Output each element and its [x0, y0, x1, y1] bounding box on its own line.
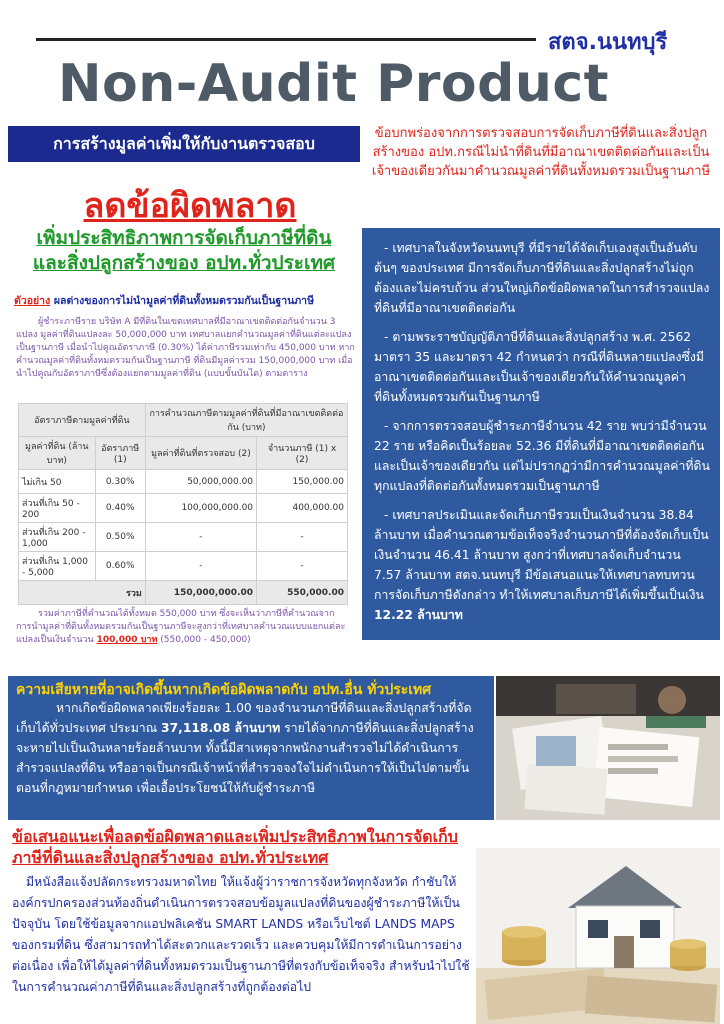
table-cell-tax: -: [257, 523, 348, 552]
table-cell-tax: -: [257, 552, 348, 581]
findings-panel: [362, 228, 720, 640]
organization-name: สตจ.นนทบุรี: [548, 30, 668, 55]
panel-paragraph-4-text: - เทศบาลประเมินและจัดเก็บภาษีรวมเป็นเงินจำนวน 38.84 ล้านบาท เมื่อคำนวณตามข้อเท็จจริงจำนวนภาษีที่ต้องจัดเก็บเป็นเงินจำนวน 46.41 ล้านบาท สูงกว่าที่เทศบาลจัดเก็บจำนวน 7.57 ล้านบาท สตจ.นนทบุรี มีข้อเสนอแนะให้เทศบาลทบทวนการจัดเก็บภาษีดังกล่าว ทำให้เทศบาลเก็บภาษีได้เพิ่มขึ้นเป็นเงิน: [374, 508, 709, 602]
example-heading: ผลต่างของการไม่นำมูลค่าที่ดินทั้งหมดรวมกันเป็นฐานภาษี: [53, 295, 315, 307]
table-cell-value: ส่วนที่เกิน 200 - 1,000: [19, 523, 96, 552]
table-total-label: รวม: [19, 581, 146, 605]
loss-text: [16, 698, 486, 798]
table-cell-tax: 150,000.00: [257, 470, 348, 494]
table-group-header-left: อัตราภาษีตามมูลค่าที่ดิน: [19, 404, 146, 437]
table-cell-value: ไม่เกิน 50: [19, 470, 96, 494]
header-rule: [36, 38, 536, 41]
subheadline: [14, 226, 354, 276]
table-col-rate: อัตราภาษี (1): [95, 437, 145, 470]
table-row: [19, 552, 348, 581]
table-row: [19, 470, 348, 494]
panel-paragraph-4-amount: 12.22 ล้านบาท: [374, 608, 463, 622]
table-row: [19, 494, 348, 523]
table-cell-rate: 0.60%: [95, 552, 145, 581]
panel-paragraph-2: - ตามพระราชบัญญัติภาษีที่ดินและสิ่งปลูกสร้าง พ.ศ. 2562 มาตรา 35 และมาตรา 42 กำหนดว่า กรณีที่ดินหลายแปลงซึ่งมีอาณาเขตติดต่อกันและเป็นเจ้าของเดียวกันให้คำนวณมูลค่าที่ดินทั้งหมดรวมกันเป็นฐานภาษี: [374, 330, 705, 404]
house-money-photo: [476, 848, 720, 1024]
example-label: ตัวอย่าง: [14, 295, 51, 307]
loss-text-1: หากเกิดข้อผิดพลาดเพียงร้อยละ 1.00 ของจำนวนภาษีที่ดินและสิ่งปลูกสร้างที่จัดเก็บได้ทั่วประเทศ ประมาณ: [16, 701, 472, 735]
table-cell-base: 50,000,000.00: [145, 470, 256, 494]
table-col-tax: จำนวนภาษี (1) x (2): [257, 437, 348, 470]
subheadline-line-1: เพิ่มประสิทธิภาพการจัดเก็บภาษีที่ดิน: [36, 227, 332, 249]
finding-note: ข้อบกพร่องจากการตรวจสอบการจัดเก็บภาษีที่ดินและสิ่งปลูกสร้างของ อปท.กรณีไม่นำที่ดินที่มีอาณาเขตติดต่อกันและเป็นเจ้าของเดียวกันมาคำนวณมูลค่าที่ดินทั้งหมดรวมเป็นฐานภาษี: [371, 126, 711, 179]
panel-paragraph-4: [374, 505, 710, 625]
table-col-value: มูลค่าที่ดิน (ล้านบาท): [19, 437, 96, 470]
table-cell-rate: 0.40%: [95, 494, 145, 523]
headline: ลดข้อผิดพลาด: [83, 186, 297, 226]
recommendation-heading: ข้อเสนอแนะเพื่อลดข้อผิดพลาดและเพิ่มประสิทธิภาพในการจัดเก็บภาษีที่ดินและสิ่งปลูกสร้างของ อปท.ทั่วประเทศ: [12, 827, 458, 867]
loss-amount: 37,118.08 ล้านบาท: [161, 721, 281, 735]
table-cell-base: 100,000,000.00: [145, 494, 256, 523]
panel-paragraph-3: - จากการตรวจสอบผู้ชำระภาษีจำนวน 42 ราย พบว่ามีจำนวน 22 ราย หรือคิดเป็นร้อยละ 52.36 มีที่ดินที่มีอาณาเขตติดต่อกันและเป็นเจ้าของเดียวกัน แต่ไม่ปรากฏว่ามีการคำนวณมูลค่าที่ดินทุกแปลงที่ติดต่อกันทั้งหมดรวมเป็นฐานภาษี: [374, 419, 710, 493]
table-cell-value: ส่วนที่เกิน 1,000 - 5,000: [19, 552, 96, 581]
page-title: Non-Audit Product: [58, 54, 610, 114]
summary-text-1: รวมค่าภาษีที่คำนวณได้ทั้งหมด 550,000 บาท ซึ่งจะเห็นว่าภาษีที่คำนวณจากการนำมูลค่าที่ดินทั้งหมดรวมกันเป็นฐานภาษีจะสูงกว่าที่เทศบาลคำนวณแบบแยกแต่ละแปลงเป็นเงินจำนวน: [16, 609, 346, 645]
loss-text-2: รายได้จากภาษีที่ดินและสิ่งปลูกสร้างจะหายไปเป็นเงินหลายร้อยล้านบาท ทั้งนี้มีสาเหตุจากพนักงานสำรวจไม่ได้ดำเนินการสำรวจแปลงที่ดิน หรืออาจเป็นกรณีเจ้าหน้าที่สำรวจจงใจไม่ดำเนินการให้เป็นไปตามขั้นตอนที่กฎหมายกำหนด เพื่อเอื้อประโยชน์ให้กับผู้ชำระภาษี: [16, 721, 474, 795]
table-cell-base: -: [145, 552, 256, 581]
subheadline-line-2: และสิ่งปลูกสร้างของ อปท.ทั่วประเทศ: [32, 252, 336, 274]
table-col-base: มูลค่าที่ดินที่ตรวจสอบ (2): [145, 437, 256, 470]
example-title: [14, 292, 354, 309]
table-cell-rate: 0.30%: [95, 470, 145, 494]
table-row: [19, 523, 348, 552]
table-total-base: 150,000,000.00: [145, 581, 256, 605]
tax-rate-table: [18, 403, 348, 605]
table-cell-value: ส่วนที่เกิน 50 - 200: [19, 494, 96, 523]
panel-paragraph-1: - เทศบาลในจังหวัดนนทบุรี ที่มีรายได้จัดเก็บเองสูงเป็นอันดับ ต้นๆ ของประเทศ มีการจัดเก็บภาษีที่ดินและสิ่งปลูกสร้างไม่ถูกต้องและไม่ครบถ้วน ส่วนใหญ่เกิดข้อผิดพลาดในการสำรวจแปลงที่ดินที่มีอาณาเขตติดต่อกัน: [374, 241, 710, 315]
documents-photo: [496, 676, 720, 820]
house-money-illustration: [476, 848, 720, 1024]
loss-heading: ความเสียหายที่อาจเกิดขึ้นหากเกิดข้อผิดพลาดกับ อปท.อื่น ทั่วประเทศ: [16, 682, 432, 698]
recommendation-text: มีหนังสือแจ้งปลัดกระทรวงมหาดไทย ให้แจ้งผู้ว่าราชการจังหวัดทุกจังหวัด กำชับให้องค์กรปกครองส่วนท้องถิ่นดำเนินการตรวจสอบข้อมูลแปลงที่ดินของผู้ชำระภาษีให้เป็นปัจจุบัน โดยใช้ข้อมูลจากแอปพลิเคชัน SMART LANDS หรือเว็บไซต์ LANDS MAPS ของกรมที่ดิน ซึ่งสามารถทำได้สะดวกและรวดเร็ว และควบคุมให้มีการดำเนินการอย่างต่อเนื่อง เพื่อให้ได้มูลค่าที่ดินทั้งหมดรวมเป็นฐานภาษีที่ตรงกับข้อเท็จจริง สำหรับนำไปใช้ในการคำนวณค่าภาษีที่ดินและสิ่งปลูกสร้างที่ถูกต้องต่อไป: [12, 875, 470, 994]
summary-highlight: 100,000 บาท: [96, 635, 158, 645]
table-total-row: [19, 581, 348, 605]
table-total-tax: 550,000.00: [257, 581, 348, 605]
table-cell-base: -: [145, 523, 256, 552]
summary-note: [16, 608, 356, 647]
loss-box: [8, 676, 494, 820]
table-cell-rate: 0.50%: [95, 523, 145, 552]
table-group-header-right: การคำนวณภาษีตามมูลค่าที่ดินที่มีอาณาเขตติดต่อกัน (บาท): [145, 404, 347, 437]
tagline-banner: [8, 126, 360, 162]
table-cell-tax: 400,000.00: [257, 494, 348, 523]
example-paragraph: ผู้ชำระภาษีราย บริษัท A มีที่ดินในเขตเทศบาลที่มีอาณาเขตติดต่อกันจำนวน 3 แปลง มูลค่าที่ดินแปลงละ 50,000,000 บาท เทศบาลแยกคำนวณมูลค่าที่ดินแต่ละแปลงเป็นฐานภาษี เมื่อนำไปคูณอัตราภาษี (0.30%) ได้ค่าภาษีรวมเท่ากับ 450,000 บาท หากคำนวณมูลค่าที่ดินทั้งหมดรวมกันเป็นฐานภาษี ที่ดินมีมูลค่ารวม 150,000,000 บาท เมื่อนำไปคูณกับอัตราภาษีซึ่งต้องแยกตามมูลค่าที่ดิน (แบบขั้นบันได) ตามตาราง: [16, 317, 355, 379]
summary-text-2: (550,000 - 450,000): [160, 635, 251, 645]
tagline-text: การสร้างมูลค่าเพิ่มให้กับงานตรวจสอบ: [53, 133, 315, 153]
documents-photo-illustration: [496, 676, 720, 820]
